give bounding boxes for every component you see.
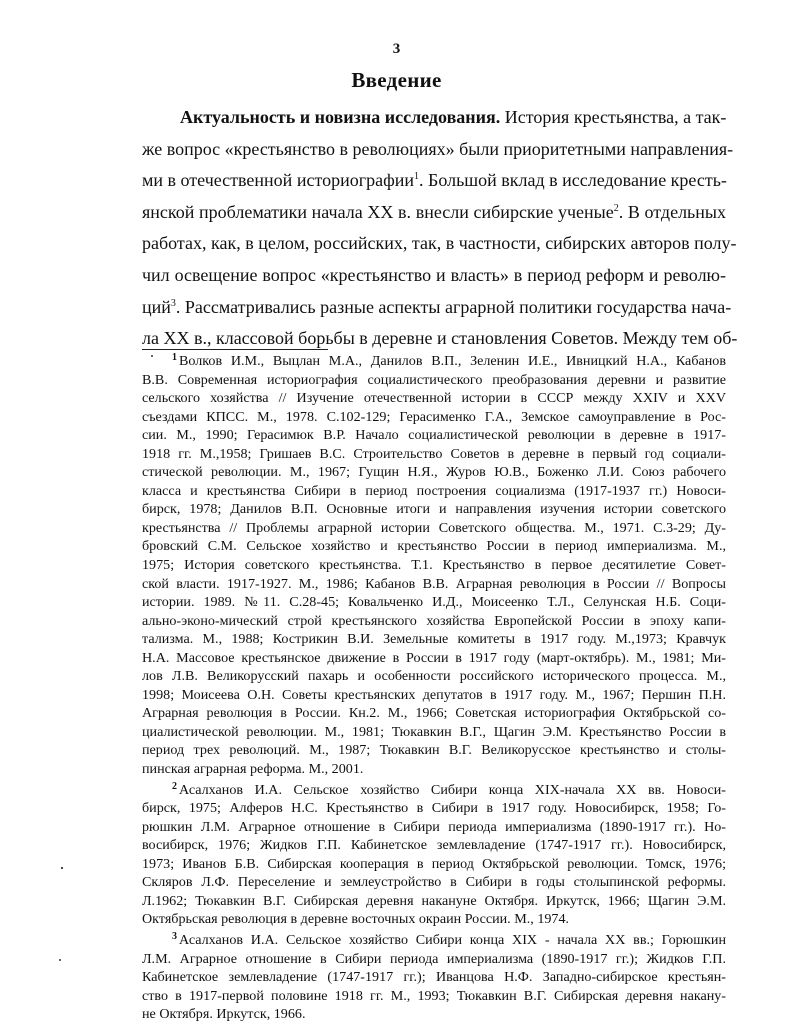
scan-speck [59,959,61,961]
footnote-line [142,408,726,427]
footnote-line [142,873,726,892]
footnote-text: стической революции. М., 1967; Гущин Н.Я., Журов Ю.В., Боженко Л.И. Союз рабочего [142,464,726,481]
footnote-line [142,371,726,390]
footnote-text: класса и крестьянства Сибири в период построения социализма (1917-1937 гг.) Новоси- [142,482,726,499]
footnote-text: лов Л.В. Великорусский пахарь и особенности российского исторического процесса. М., [142,668,726,685]
footnote-text: бирск, 1978; Данилов В.П. Основные итоги и направления изучения истории советского [142,501,726,518]
footnotes [142,352,726,1024]
body-line: ла XX в., классовой борьбы в деревне и становления Советов. Между тем об- [142,328,738,349]
footnote-line [142,910,726,929]
footnote-line [142,818,726,837]
footnote-text: Аграрная революция в России. Кн.2. М., 1966; Советская историография Октябрьской со- [142,705,726,722]
footnote-line [142,445,726,464]
footnote-line [142,556,726,575]
footnote-text: 1975; История советского крестьянства. Т.1. Крестьянство в первое десятилетие Совет- [142,557,726,574]
footnote-text: циалистической революции. М., 1981; Тюкавкин В.Г., Щагин Э.М. Крестьянство России в [142,723,726,740]
footnote-text: тализма. М., 1988; Кострикин В.И. Земельные комитеты в 1917 году. М.,1973; Кравчук [142,631,726,648]
footnote-text: Волков И.М., Выцлан М.А., Данилов В.П., Зеленин И.Е., Ивницкий Н.А., Кабанов [179,353,726,369]
footnote-line [142,968,726,987]
footnote-line [142,686,726,705]
chapter-title: Введение [351,68,442,92]
footnote-text: В.В. Современная историография социалистического преобразования деревни и развитие [142,371,726,388]
footnote-line [142,892,726,911]
footnote-line [142,781,726,800]
footnote-line [142,463,726,482]
footnote-text: сии. М., 1990; Герасимюк В.Р. Начало социалистической революции в деревне в 1917- [142,427,726,444]
body-line [142,197,726,229]
footnote-line [142,482,726,501]
footnote-line [142,704,726,723]
body-line-text: янской проблематики начала XX в. внесли сибирские ученые [142,201,614,222]
footnote-text: ство в 1917-первой половине 1918 гг. М., 1993; Тюкавкин В.Г. Сибирская деревня накану- [142,987,726,1004]
footnote-text: Л.1962; Тюкавкин В.Г. Сибирская деревня накануне Октября. Иркутск, 1966; Щагин Э.М. [142,892,726,909]
section-heading: Актуальность и новизна исследования. [180,107,501,127]
footnote-line [142,593,726,612]
scan-speck [61,867,63,869]
footnote-text: бровский С.М. Сельское хозяйство и крестьянство России в период империализма. М., [142,538,726,555]
footnote-line [142,987,726,1006]
footnote-line [142,950,726,969]
page-number: 3 [392,41,401,57]
body-line: же вопрос «крестьянство в революциях» были приоритетными направления- [142,138,734,159]
footnote-ref[interactable]: 1 [414,171,420,183]
body-line-text: . В отдельных [618,201,726,222]
footnote-line [142,537,726,556]
footnote-line [142,519,726,538]
footnote-line [142,855,726,874]
footnote-marker: 3 [172,930,177,942]
footnote-ref[interactable]: 3 [170,297,176,309]
footnote-text: сельского хозяйства // Изучение отечественной истории в СССР между XXIV и XXV [142,390,726,407]
footnote-text: пинская аграрная реформа. М., 2001. [142,761,364,778]
footnote-line [142,723,726,742]
body-text [142,102,738,355]
body-line: чил освещение вопрос «крестьянство и власть» в период реформ и револю- [142,264,726,285]
footnote-line [142,667,726,686]
footnote-text: период трех революций. М., 1987; Тюкавкин В.Г. Великорусское крестьянство и столы- [142,742,726,759]
footnote-line [142,389,726,408]
body-line [142,292,732,324]
body-line-text: . Рассматривались разные аспекты аграрной политики государства нача- [175,296,732,317]
body-line-text: История крестьянства, а так- [504,107,727,127]
footnote-line [142,575,726,594]
footnote-text: истории. 1989. №11. С.28-45; Ковальченко И.Д., Моисеенко Т.Л., Селунская Н.Б. Соци- [142,594,726,611]
footnote-separator [142,349,328,350]
footnote-text: Скляров Л.Ф. Переселение и землеустройство в Сибири в годы столыпинской реформы. [142,874,726,891]
body-line-text: ми в отечественной историографии [142,170,415,191]
footnote-line [142,352,726,371]
footnote-line [142,649,726,668]
footnote-text: 1918 гг. М.,1958; Гришаев В.С. Строительство Советов в деревне в первый год социали- [142,445,726,462]
footnote-text: восибирск, 1976; Жидков Г.П. Кабинетское землевладение (1747-1917 гг.). Новосибирск, [142,837,726,854]
footnote-text: Кабинетское землевладение (1747-1917 гг.); Иванцова Н.Ф. Западно-сибирское крестьян- [142,969,726,986]
footnote-text: Октябрьская революция в деревне восточных окраин России. М., 1974. [142,911,570,928]
footnote-text: 1998; Моисеева О.Н. Советы крестьянских депутатов в 1917 году. М., 1967; Першин П.Н. [142,686,726,703]
footnote-text: Асалханов И.А. Сельское хозяйство Сибири конца XIX - начала XX вв.; Горюшкин [179,931,726,948]
footnote-text: ской власти. 1917-1927. М., 1986; Кабанов В.В. Аграрная революция в России // Вопросы [142,575,726,592]
footnote-text: крестьянства // Проблемы аграрной истории Советского общества. М., 1971. С.3-29; Ду- [142,519,726,536]
footnote-text: 1973; Иванов Б.В. Сибирская кооперация в период Октябрьской революции. Томск, 1976; [142,855,726,872]
footnote-text: Л.М. Аграрное отношение в Сибири периода империализма (1890-1917 гг.); Жидков Г.П. [142,950,726,967]
footnote-line [142,836,726,855]
body-line: работах, как, в целом, российских, так, в частности, сибирских авторов полу- [142,233,737,254]
body-line-text: . Большой вклад в исследование кресть- [419,170,727,191]
footnote-line [142,799,726,818]
footnote-line [142,741,726,760]
footnote-line [142,760,726,779]
footnote-text: ально-эконо-мический строй крестьянского хозяйства Европейской России в эпоху капи- [142,612,726,629]
footnote-text: съездами КПСС. М., 1978. С.102-129; Герасименко Г.А., Земское самоуправление в Рос- [142,408,726,425]
footnote-line [142,630,726,649]
footnote-ref[interactable]: 2 [613,202,619,214]
footnote-line [142,931,726,950]
footnote-marker: 2 [172,780,177,792]
footnote-line [142,500,726,519]
footnote-line [142,612,726,631]
footnote-text: Асалханов И.А. Сельское хозяйство Сибири конца XIX-начала XX вв. Новоси- [179,781,726,798]
footnote-text: Н.А. Массовое крестьянское движение в России в 1917 году (март-октябрь). М., 1981; Ми- [142,649,726,666]
footnote-text: бирск, 1975; Алферов Н.С. Крестьянство в Сибири в 1917 году. Новосибирск, 1958; Го- [142,800,726,817]
body-line [142,165,726,197]
footnote-marker: 1 [172,352,177,363]
footnote-line [142,1005,726,1024]
body-line [142,102,726,134]
body-line-text: ций [142,296,171,317]
footnote-text: не Октября. Иркутск, 1966. [142,1006,306,1023]
footnote-line [142,426,726,445]
footnote-text: рюшкин Л.М. Аграрное отношение в Сибири периода империализма (1890-1917 гг.). Но- [142,818,726,835]
